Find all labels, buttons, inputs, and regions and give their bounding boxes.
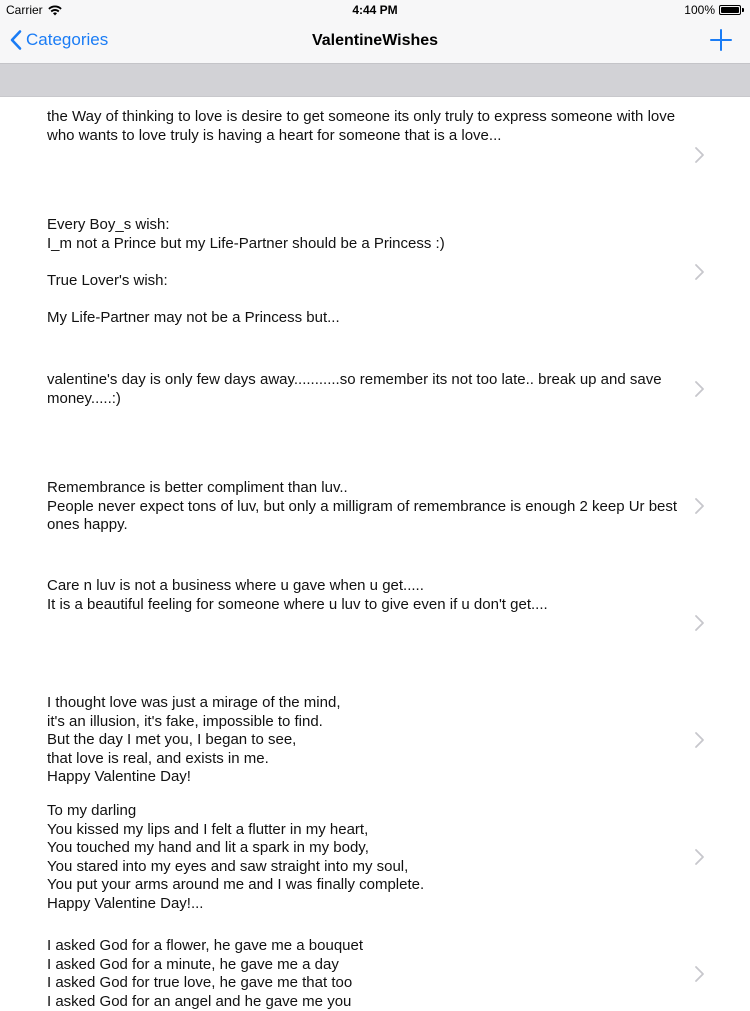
chevron-right-icon <box>692 848 706 866</box>
page-title: ValentineWishes <box>311 32 439 49</box>
battery-cap <box>742 8 744 12</box>
wish-text: valentine's day is only few days away...........so remember its not too late.. break up and save money.....:) <box>47 371 662 407</box>
chevron-right-icon <box>692 263 706 281</box>
status-time: 4:44 PM <box>352 3 398 17</box>
wish-text: To my darling You kissed my lips and I felt a flutter in my heart, You touched my hand and lit a spark in my body, You stared into my eyes and saw straight into my soul, You put your arms around me and I was finally complete. Happy Valentine Day!... <box>47 802 425 912</box>
wish-text: I thought love was just a mirage of the mind, it's an illusion, it's fake, impossible to find. But the day I met you, I began to see, that love is real, and exists in me. Happy Valentine Day! <box>47 694 341 785</box>
list-item[interactable] <box>0 448 750 565</box>
back-label: Categories <box>26 30 109 49</box>
navigation-bar <box>0 20 750 63</box>
status-bar <box>0 0 750 20</box>
chevron-right-icon <box>692 731 706 749</box>
wish-text: Care n luv is not a business where u gave when u get..... It is a beautiful feeling for someone where u luv to give even if u don't get.... <box>47 577 548 613</box>
list-item[interactable] <box>0 214 750 331</box>
battery-fill <box>721 7 739 13</box>
chevron-right-icon <box>692 614 706 632</box>
list-item[interactable] <box>0 331 750 448</box>
plus-icon[interactable] <box>708 27 734 53</box>
list-item[interactable] <box>0 97 750 214</box>
chevron-right-icon <box>692 965 706 983</box>
chevron-right-icon <box>692 497 706 515</box>
wish-text: the Way of thinking to love is desire to get someone its only truly to express someone with love who wants to love truly is having a heart for someone that is a love... <box>47 108 676 144</box>
battery-percent: 100% <box>684 3 715 17</box>
battery-status <box>684 3 744 17</box>
chevron-right-icon <box>692 146 706 164</box>
wish-text: I asked God for a flower, he gave me a bouquet I asked God for a minute, he gave me a day I asked God for true love, he gave me that too I asked God for an angel and he gave me you <box>47 937 364 1010</box>
chevron-right-icon <box>692 380 706 398</box>
list-item[interactable] <box>0 565 750 682</box>
list-item[interactable] <box>0 799 750 916</box>
battery-icon <box>719 5 741 15</box>
wish-text: Remembrance is better compliment than luv.. People never expect tons of luv, but only a milligram of remembrance is enough 2 keep Ur best ones happy. <box>47 479 678 533</box>
list-item[interactable] <box>0 682 750 799</box>
list-item[interactable] <box>0 916 750 1010</box>
carrier-label: Carrier <box>6 3 43 17</box>
search-band <box>0 63 750 97</box>
wish-text: Every Boy_s wish: I_m not a Prince but my Life-Partner should be a Princess :) True Lover's wish: My Life-Partner may not be a Princess but... <box>47 216 445 326</box>
